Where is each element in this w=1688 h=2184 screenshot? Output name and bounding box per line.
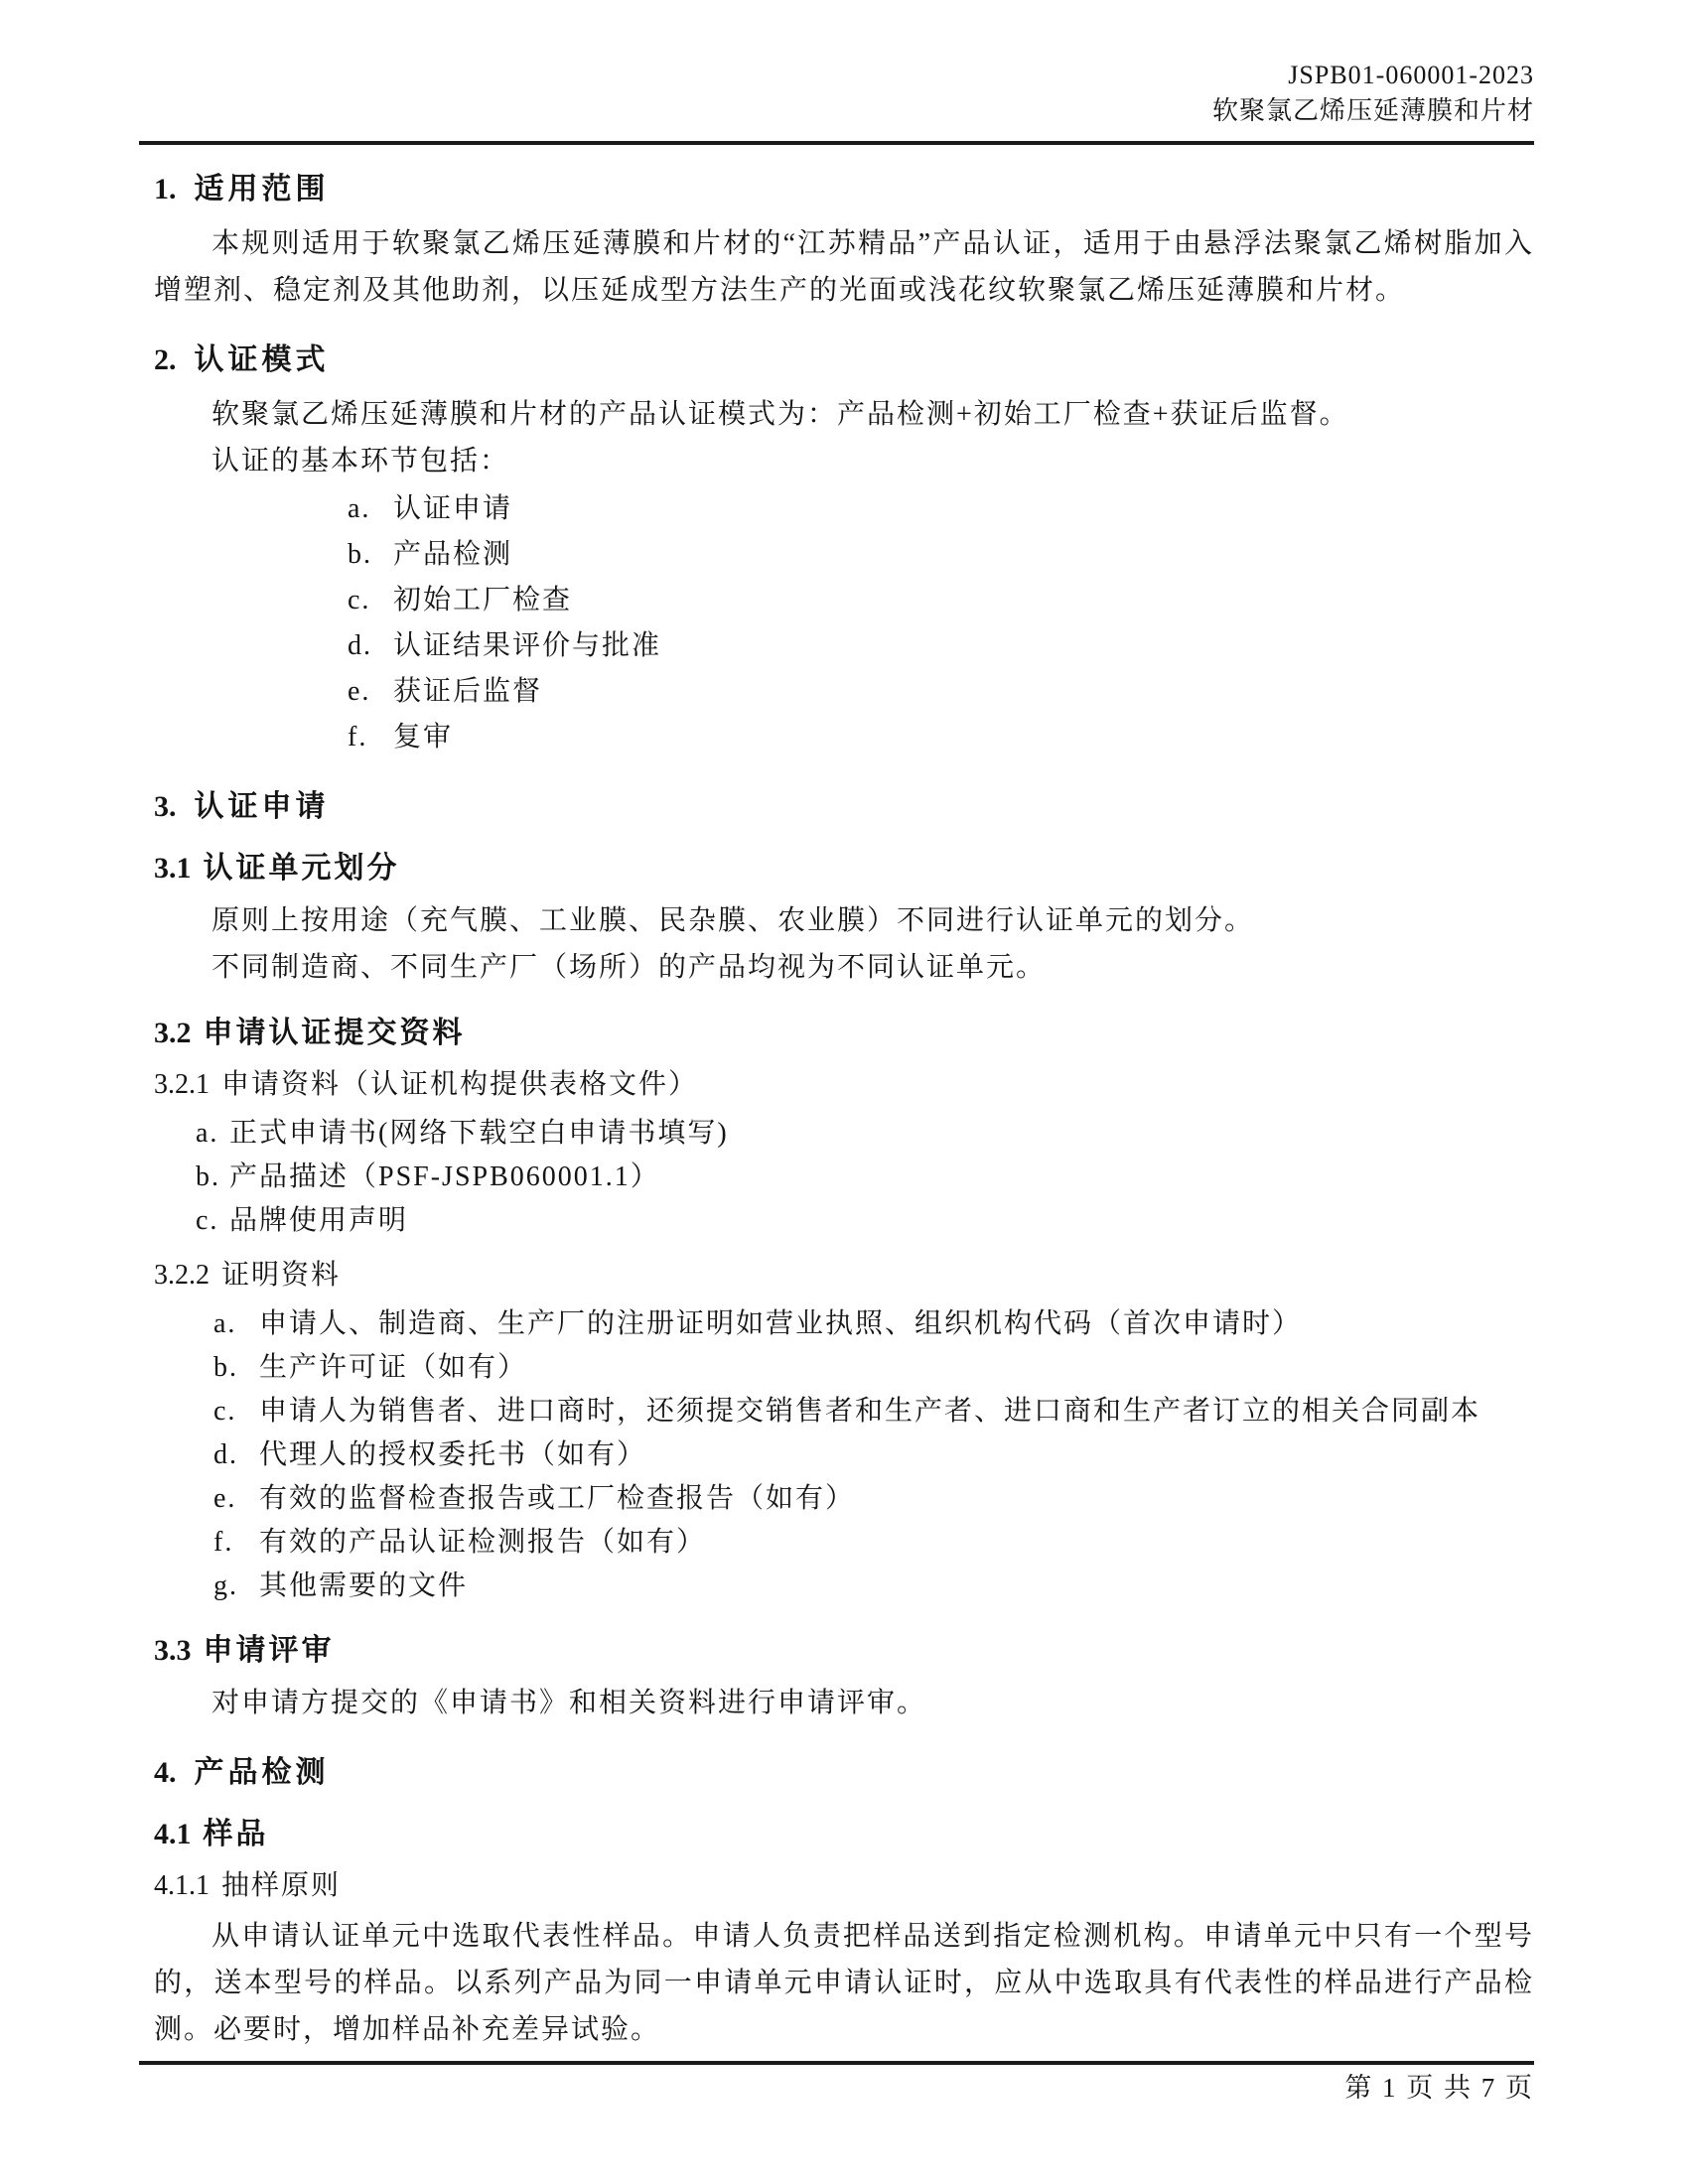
doc-number: JSPB01-060001-2023: [1288, 61, 1534, 89]
paragraph-application-review: 对申请方提交的《申请书》和相关资料进行申请评审。: [211, 1688, 927, 1718]
section-title: 适用范围: [194, 173, 330, 205]
list-item-label: b.: [213, 1352, 238, 1383]
list-item-label: e.: [213, 1483, 237, 1514]
paragraph-cert-steps-intro: 认证的基本环节包括：: [211, 446, 510, 477]
list-item-label: b.: [348, 539, 372, 570]
list-item-text: 复审: [393, 722, 454, 752]
section-2-heading: [154, 341, 1534, 379]
section-number: 3.: [154, 790, 177, 823]
list-item-text: 申请人为销售者、进口商时，还须提交销售者和生产者、进口商和生产者订立的相关合同副本: [259, 1396, 1481, 1427]
cert-steps-list: [154, 486, 1534, 760]
list-item: [196, 1156, 1534, 1199]
list-item: [348, 715, 1534, 760]
section-title: 申请评审: [203, 1634, 335, 1667]
section-title: 产品检测: [194, 1756, 330, 1789]
section-title: 认证模式: [194, 343, 330, 376]
list-item-label: e.: [348, 676, 371, 707]
list-item-label: d.: [348, 630, 372, 661]
list-item: [213, 1346, 1534, 1390]
document-body: [154, 171, 1534, 2053]
paragraph-unit-division-1: 原则上按用途（充气膜、工业膜、民杂膜、农业膜）不同进行认证单元的划分。: [211, 905, 1255, 936]
list-item-text: 获证后监督: [393, 676, 543, 707]
section-4-1-heading: [154, 1816, 1534, 1853]
list-item-text: 初始工厂检查: [393, 585, 573, 615]
list-item-label: f.: [213, 1527, 234, 1558]
page-footer: [139, 2061, 1534, 2105]
page-header: [154, 58, 1534, 129]
list-item-label: a.: [196, 1118, 219, 1149]
section-3-heading: [154, 788, 1534, 826]
list-item-label: a.: [213, 1308, 237, 1339]
list-item-label: c.: [196, 1205, 219, 1236]
section-3-2-2-heading: [154, 1257, 1534, 1295]
list-item-text: 产品检测: [393, 539, 513, 570]
section-1-heading: [154, 171, 1534, 208]
paragraph-cert-mode: 软聚氯乙烯压延薄膜和片材的产品认证模式为：产品检测+初始工厂检查+获证后监督。: [211, 399, 1349, 430]
list-item-text: 生产许可证（如有）: [259, 1352, 528, 1383]
list-item: [213, 1390, 1534, 1433]
section-number: 3.2: [154, 1017, 192, 1049]
list-item-text: 其他需要的文件: [259, 1570, 469, 1601]
list-item: [196, 1112, 1534, 1156]
list-item: [348, 532, 1534, 578]
section-4-heading: [154, 1754, 1534, 1792]
section-number: 3.2.1: [154, 1069, 210, 1100]
list-item-label: d.: [213, 1439, 238, 1470]
list-item: [213, 1477, 1534, 1521]
list-item: [348, 669, 1534, 715]
list-item-text: 正式申请书(网络下载空白申请书填写): [229, 1118, 729, 1149]
section-title: 抽样原则: [221, 1870, 342, 1901]
section-number: 4.1.1: [154, 1870, 210, 1901]
list-item-label: c.: [213, 1396, 237, 1427]
list-item-text: 产品描述（PSF-JSPB060001.1）: [229, 1161, 660, 1192]
section-title: 认证申请: [194, 790, 330, 823]
section-number: 4.: [154, 1756, 177, 1789]
list-item-text: 有效的产品认证检测报告（如有）: [259, 1527, 707, 1558]
section-3-3-heading: [154, 1632, 1534, 1670]
section-number: 3.1: [154, 852, 192, 885]
section-number: 3.2.2: [154, 1260, 210, 1291]
list-item-label: a.: [348, 493, 371, 524]
page-number: 第 1 页 共 7 页: [1344, 2073, 1534, 2103]
list-item-text: 认证结果评价与批准: [393, 630, 662, 661]
section-4-1-1-heading: [154, 1867, 1534, 1905]
section-number: 3.3: [154, 1634, 192, 1667]
list-item: [213, 1521, 1534, 1565]
paragraph-scope: 本规则适用于软聚氯乙烯压延薄膜和片材的“江苏精品”产品认证，适用于由悬浮法聚氯乙烯树脂加入增塑剂、稳定剂及其他助剂，以压延成型方法生产的光面或浅花纹软聚氯乙烯压延薄膜和片材。: [154, 228, 1534, 306]
paragraph-unit-division-2: 不同制造商、不同生产厂（场所）的产品均视为不同认证单元。: [211, 952, 1047, 983]
section-title: 申请资料（认证机构提供表格文件）: [221, 1069, 699, 1100]
list-item-label: f.: [348, 722, 368, 752]
list-item: [213, 1302, 1534, 1346]
list-item: [213, 1433, 1534, 1477]
list-item: [213, 1565, 1534, 1608]
section-title: 申请认证提交资料: [203, 1017, 466, 1049]
section-title: 样品: [203, 1818, 269, 1850]
section-3-2-heading: [154, 1015, 1534, 1052]
list-item: [196, 1199, 1534, 1243]
doc-title: 软聚氯乙烯压延薄膜和片材: [1211, 96, 1534, 125]
footer-rule: [139, 2061, 1534, 2065]
section-number: 1.: [154, 173, 177, 205]
list-item: [348, 578, 1534, 623]
header-rule: [139, 141, 1534, 145]
list-item: [348, 486, 1534, 532]
application-docs-list: [154, 1112, 1534, 1243]
section-3-1-heading: [154, 850, 1534, 887]
section-title: 证明资料: [221, 1260, 342, 1291]
list-item-label: c.: [348, 585, 371, 615]
paragraph-sampling-principle: 从申请认证单元中选取代表性样品。申请人负责把样品送到指定检测机构。申请单元中只有一个型号的，送本型号的样品。以系列产品为同一申请单元申请认证时，应从中选取具有代表性的样品进行产品检测。必要时，增加样品补充差异试验。: [154, 1921, 1534, 2045]
list-item-label: b.: [196, 1161, 220, 1192]
section-number: 2.: [154, 343, 177, 376]
list-item-label: g.: [213, 1570, 238, 1601]
section-3-2-1-heading: [154, 1066, 1534, 1104]
list-item-text: 品牌使用声明: [229, 1205, 409, 1236]
section-title: 认证单元划分: [203, 852, 400, 885]
list-item-text: 代理人的授权委托书（如有）: [259, 1439, 647, 1470]
list-item-text: 有效的监督检查报告或工厂检查报告（如有）: [259, 1483, 856, 1514]
list-item-text: 申请人、制造商、生产厂的注册证明如营业执照、组织机构代码（首次申请时）: [259, 1308, 1303, 1339]
list-item: [348, 623, 1534, 669]
section-number: 4.1: [154, 1818, 192, 1850]
list-item-text: 认证申请: [393, 493, 513, 524]
proof-docs-list: [154, 1302, 1534, 1608]
